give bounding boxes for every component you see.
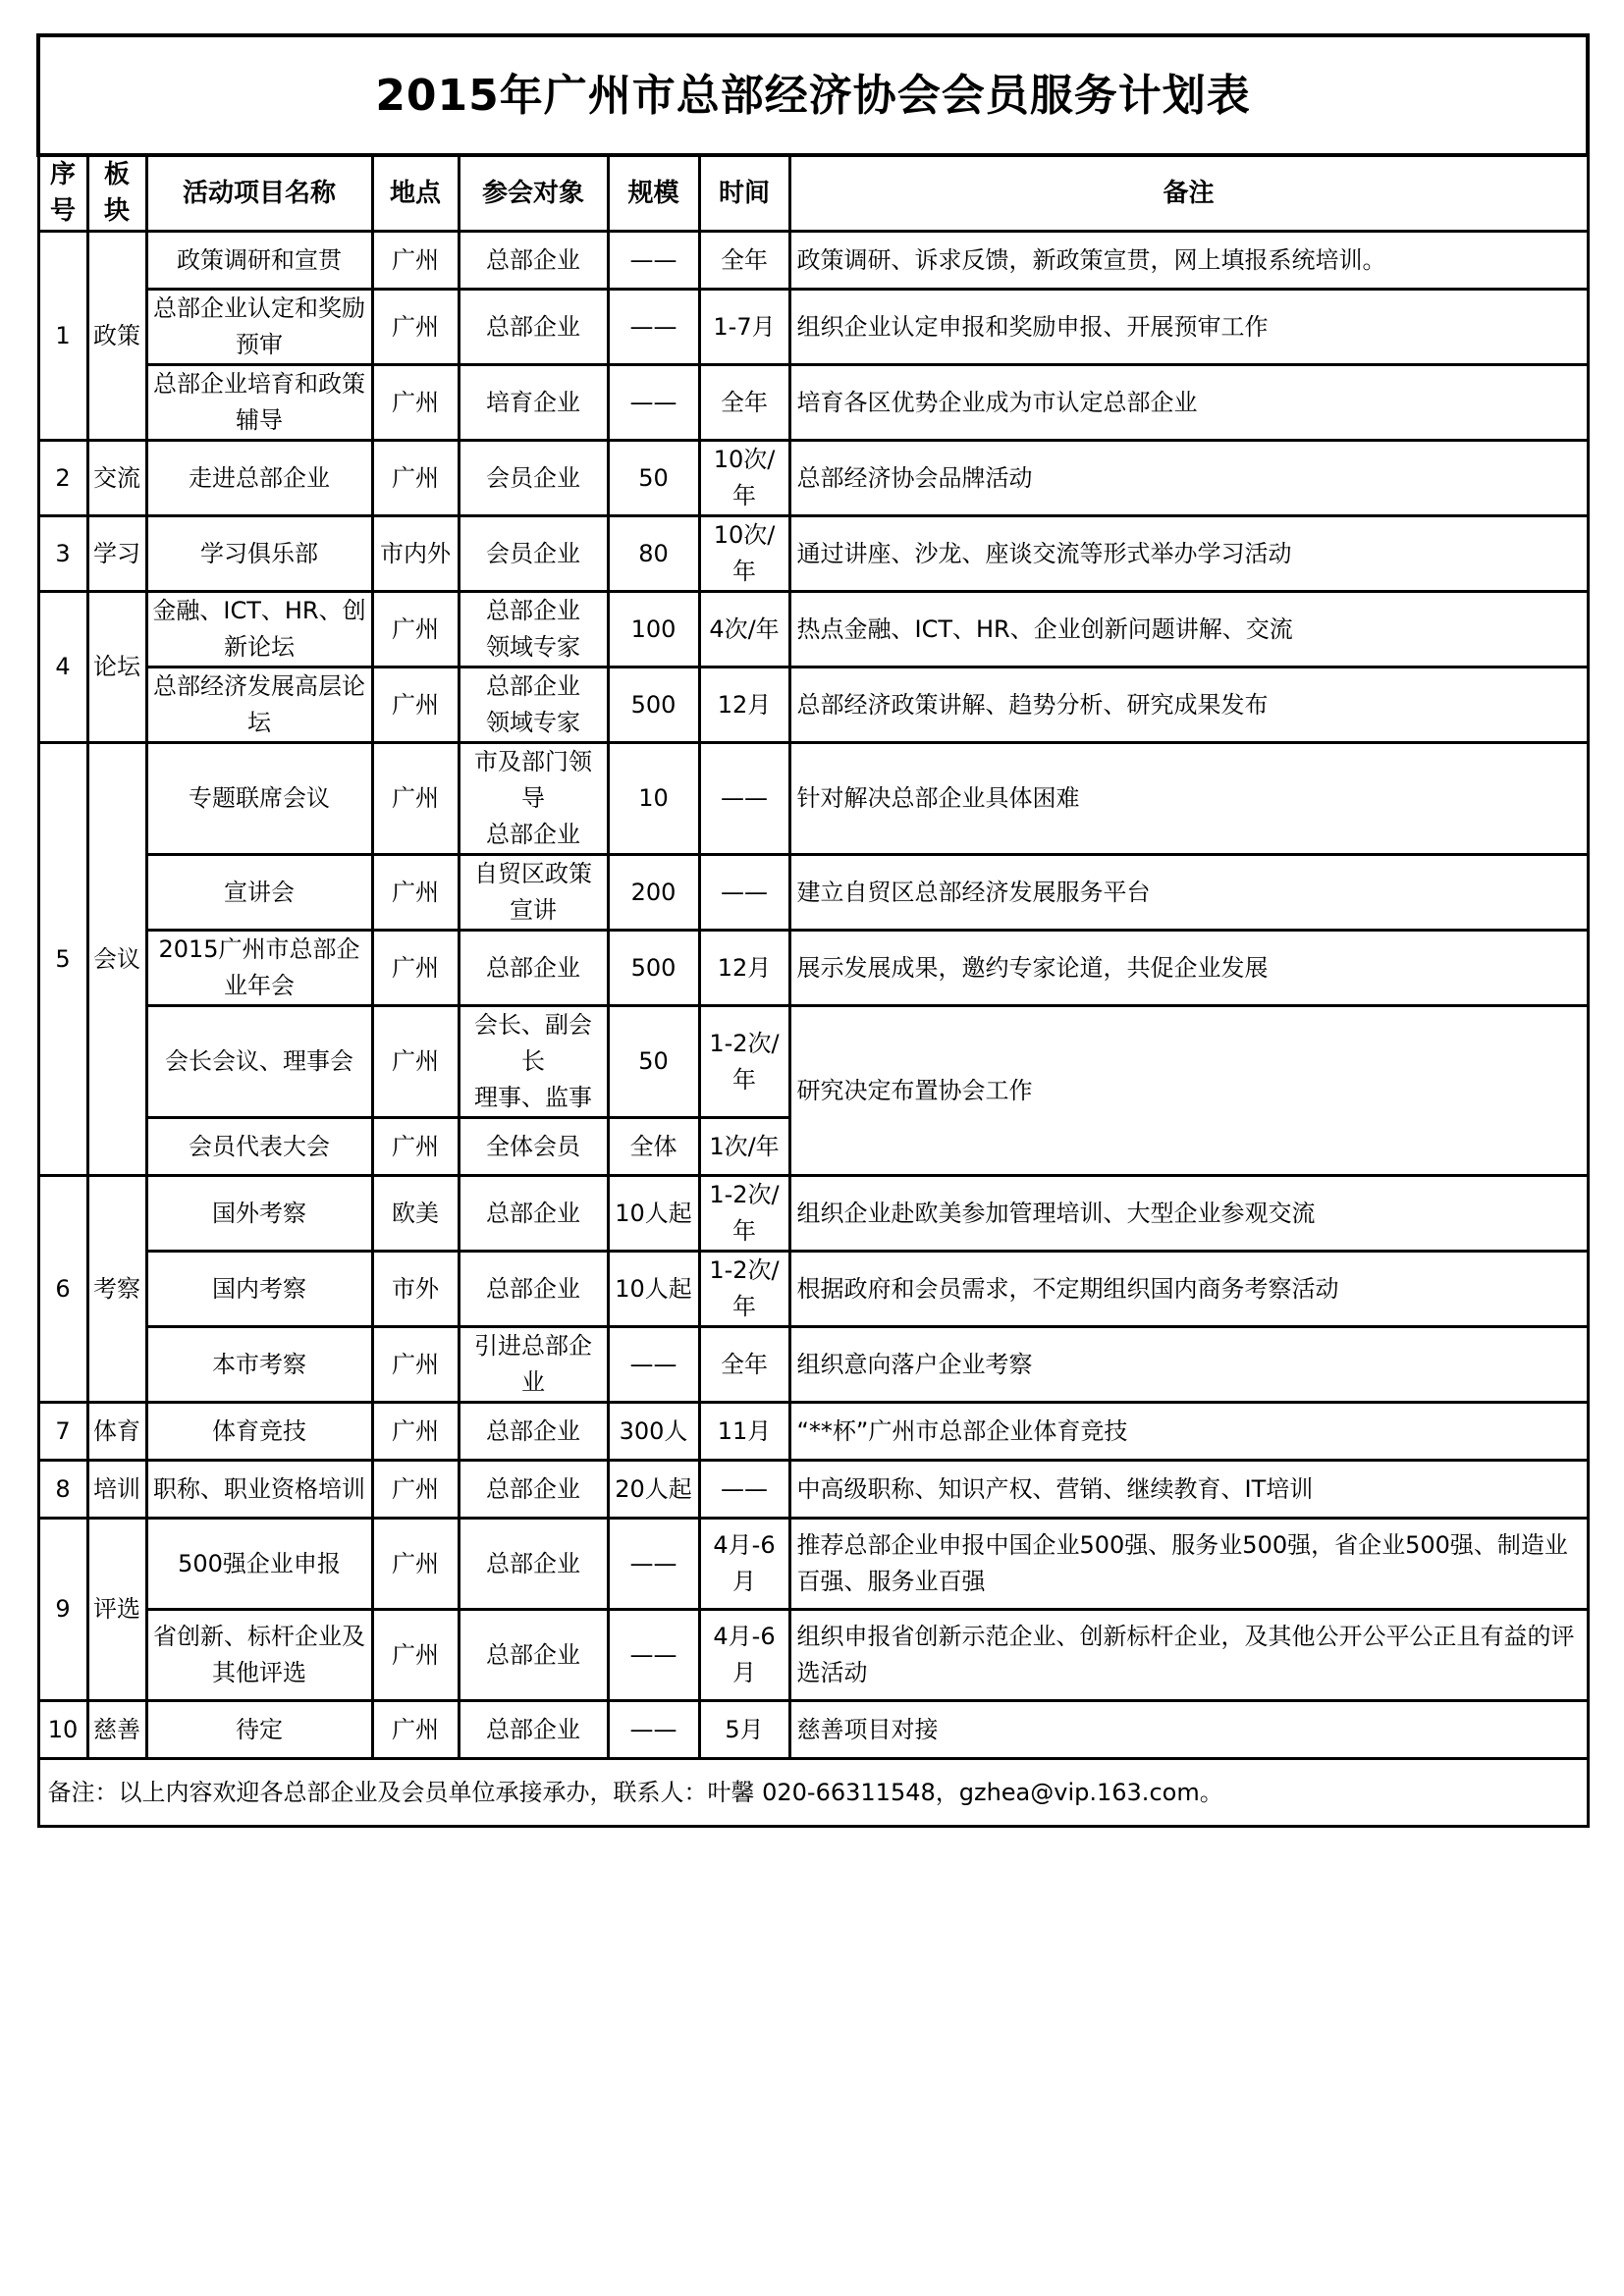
time: 5月 — [699, 1701, 789, 1759]
time: 10次/年 — [699, 441, 789, 516]
audience — [459, 1176, 608, 1252]
scale: 500 — [608, 931, 699, 1006]
activity-name: 体育竞技 — [146, 1403, 372, 1461]
place: 广州 — [372, 1519, 459, 1610]
remark: 培育各区优势企业成为市认定总部企业 — [789, 365, 1588, 441]
place: 广州 — [372, 1701, 459, 1759]
row-number: 4 — [38, 592, 87, 743]
row-number: 2 — [38, 441, 87, 516]
row-number: 9 — [38, 1519, 87, 1701]
remark: 通过讲座、沙龙、座谈交流等形式举办学习活动 — [789, 516, 1588, 592]
remark: 总部经济协会品牌活动 — [789, 441, 1588, 516]
audience — [459, 1252, 608, 1327]
audience — [459, 1006, 608, 1118]
page-title: 2015年广州市总部经济协会会员服务计划表 — [38, 35, 1588, 155]
audience — [459, 1403, 608, 1461]
audience-line: 全体会员 — [486, 1132, 580, 1160]
time: 10次/年 — [699, 516, 789, 592]
activity-name: 2015广州市总部企业年会 — [146, 931, 372, 1006]
time: 4月-6月 — [699, 1519, 789, 1610]
audience — [459, 592, 608, 667]
table-body — [38, 232, 1588, 1759]
audience — [459, 232, 608, 290]
row-number: 1 — [38, 232, 87, 441]
remark: 慈善项目对接 — [789, 1701, 1588, 1759]
section-name: 评选 — [87, 1519, 146, 1701]
table-row — [38, 290, 1588, 365]
audience-line: 会员企业 — [486, 463, 580, 492]
table-row — [38, 441, 1588, 516]
table-row — [38, 1252, 1588, 1327]
service-plan-table — [36, 33, 1590, 1828]
scale: 10人起 — [608, 1252, 699, 1327]
table-row — [38, 1403, 1588, 1461]
audience — [459, 1327, 608, 1403]
time: 1次/年 — [699, 1118, 789, 1176]
remark: 总部经济政策讲解、趋势分析、研究成果发布 — [789, 667, 1588, 743]
time: 全年 — [699, 232, 789, 290]
activity-name: 会员代表大会 — [146, 1118, 372, 1176]
audience — [459, 855, 608, 931]
audience — [459, 1461, 608, 1519]
audience-line: 总部企业 — [486, 821, 580, 848]
audience-line: 理事、监事 — [474, 1084, 592, 1111]
scale: 500 — [608, 667, 699, 743]
section-name: 交流 — [87, 441, 146, 516]
row-number: 10 — [38, 1701, 87, 1759]
time: 12月 — [699, 931, 789, 1006]
activity-name: 金融、ICT、HR、创新论坛 — [146, 592, 372, 667]
audience-line: 自贸区政策宣讲 — [474, 860, 592, 924]
place: 市外 — [372, 1252, 459, 1327]
audience-line: 领域专家 — [486, 633, 580, 661]
place: 广州 — [372, 855, 459, 931]
audience-line: 总部企业 — [486, 672, 580, 700]
audience-line: 总部企业 — [486, 1474, 580, 1503]
scale: —— — [608, 290, 699, 365]
place: 广州 — [372, 232, 459, 290]
audience — [459, 743, 608, 855]
audience-line: 总部企业 — [486, 1715, 580, 1743]
audience — [459, 441, 608, 516]
activity-name: 国外考察 — [146, 1176, 372, 1252]
table-row — [38, 1176, 1588, 1252]
activity-name: 政策调研和宣贯 — [146, 232, 372, 290]
audience-line: 会员企业 — [486, 539, 580, 567]
activity-name: 专题联席会议 — [146, 743, 372, 855]
remark: 热点金融、ICT、HR、企业创新问题讲解、交流 — [789, 592, 1588, 667]
place: 广州 — [372, 1461, 459, 1519]
audience — [459, 516, 608, 592]
scale: 100 — [608, 592, 699, 667]
time: —— — [699, 855, 789, 931]
table-row — [38, 516, 1588, 592]
remark: 组织意向落户企业考察 — [789, 1327, 1588, 1403]
scale: —— — [608, 1610, 699, 1701]
remark: 组织企业认定申报和奖励申报、开展预审工作 — [789, 290, 1588, 365]
table-row — [38, 743, 1588, 855]
col-header-scale: 规模 — [608, 155, 699, 232]
audience — [459, 1118, 608, 1176]
section-name: 慈善 — [87, 1701, 146, 1759]
scale: —— — [608, 1327, 699, 1403]
time: 4月-6月 — [699, 1610, 789, 1701]
table-row — [38, 855, 1588, 931]
audience — [459, 365, 608, 441]
row-number: 5 — [38, 743, 87, 1176]
scale: —— — [608, 365, 699, 441]
scale: 50 — [608, 441, 699, 516]
scale: 10 — [608, 743, 699, 855]
activity-name: 总部企业培育和政策辅导 — [146, 365, 372, 441]
audience — [459, 290, 608, 365]
scale: 200 — [608, 855, 699, 931]
audience-line: 总部企业 — [486, 1416, 580, 1445]
time: 12月 — [699, 667, 789, 743]
scale: —— — [608, 232, 699, 290]
scale: 20人起 — [608, 1461, 699, 1519]
section-name: 会议 — [87, 743, 146, 1176]
time: 1-7月 — [699, 290, 789, 365]
remark: 组织申报省创新示范企业、创新标杆企业，及其他公开公平公正且有益的评选活动 — [789, 1610, 1588, 1701]
activity-name: 总部企业认定和奖励预审 — [146, 290, 372, 365]
place: 欧美 — [372, 1176, 459, 1252]
audience-line: 总部企业 — [486, 1640, 580, 1669]
remark: 研究决定布置协会工作 — [789, 1006, 1588, 1176]
table-row — [38, 232, 1588, 290]
place: 广州 — [372, 1610, 459, 1701]
activity-name: 学习俱乐部 — [146, 516, 372, 592]
section-name: 政策 — [87, 232, 146, 441]
table-row — [38, 1610, 1588, 1701]
audience-line: 总部企业 — [486, 245, 580, 274]
remark: “**杯”广州市总部企业体育竞技 — [789, 1403, 1588, 1461]
col-header-activity: 活动项目名称 — [146, 155, 372, 232]
table-row — [38, 1461, 1588, 1519]
table-row — [38, 1519, 1588, 1610]
remark: 政策调研、诉求反馈，新政策宣贯，网上填报系统培训。 — [789, 232, 1588, 290]
activity-name: 本市考察 — [146, 1327, 372, 1403]
place: 广州 — [372, 667, 459, 743]
audience-line: 领域专家 — [486, 709, 580, 736]
activity-name: 总部经济发展高层论坛 — [146, 667, 372, 743]
audience-line: 总部企业 — [486, 312, 580, 341]
activity-name: 会长会议、理事会 — [146, 1006, 372, 1118]
table-row — [38, 667, 1588, 743]
place: 广州 — [372, 1403, 459, 1461]
audience-line: 培育企业 — [486, 388, 580, 416]
scale: 10人起 — [608, 1176, 699, 1252]
audience-line: 会长、副会长 — [474, 1011, 592, 1075]
audience — [459, 667, 608, 743]
activity-name: 省创新、标杆企业及其他评选 — [146, 1610, 372, 1701]
time: 1-2次/年 — [699, 1176, 789, 1252]
place: 市内外 — [372, 516, 459, 592]
scale: 80 — [608, 516, 699, 592]
row-number: 7 — [38, 1403, 87, 1461]
time: 11月 — [699, 1403, 789, 1461]
remark: 推荐总部企业申报中国企业500强、服务业500强，省企业500强、制造业百强、服务业百强 — [789, 1519, 1588, 1610]
table-row — [38, 931, 1588, 1006]
audience — [459, 931, 608, 1006]
remark: 中高级职称、知识产权、营销、继续教育、IT培训 — [789, 1461, 1588, 1519]
time: —— — [699, 743, 789, 855]
section-name: 体育 — [87, 1403, 146, 1461]
audience-line: 市及部门领导 — [474, 748, 592, 812]
remark: 展示发展成果，邀约专家论道，共促企业发展 — [789, 931, 1588, 1006]
activity-name: 职称、职业资格培训 — [146, 1461, 372, 1519]
scale: —— — [608, 1519, 699, 1610]
table-row — [38, 1701, 1588, 1759]
audience-line: 总部企业 — [486, 1549, 580, 1577]
audience — [459, 1701, 608, 1759]
audience-line: 引进总部企业 — [474, 1332, 592, 1396]
time: 1-2次/年 — [699, 1252, 789, 1327]
place: 广州 — [372, 441, 459, 516]
row-number: 6 — [38, 1176, 87, 1403]
place: 广州 — [372, 1006, 459, 1118]
remark: 根据政府和会员需求，不定期组织国内商务考察活动 — [789, 1252, 1588, 1327]
audience — [459, 1610, 608, 1701]
table-row — [38, 592, 1588, 667]
place: 广州 — [372, 290, 459, 365]
row-number: 8 — [38, 1461, 87, 1519]
activity-name: 宣讲会 — [146, 855, 372, 931]
place: 广州 — [372, 1327, 459, 1403]
section-name: 培训 — [87, 1461, 146, 1519]
table-row — [38, 1327, 1588, 1403]
place: 广州 — [372, 592, 459, 667]
col-header-no: 序号 — [38, 155, 87, 232]
section-name: 学习 — [87, 516, 146, 592]
section-name: 考察 — [87, 1176, 146, 1403]
activity-name: 待定 — [146, 1701, 372, 1759]
section-name: 论坛 — [87, 592, 146, 743]
table-header-row — [38, 155, 1588, 232]
place: 广州 — [372, 743, 459, 855]
place: 广州 — [372, 931, 459, 1006]
remark: 组织企业赴欧美参加管理培训、大型企业参观交流 — [789, 1176, 1588, 1252]
table-row — [38, 365, 1588, 441]
scale: 全体 — [608, 1118, 699, 1176]
remark: 建立自贸区总部经济发展服务平台 — [789, 855, 1588, 931]
footer-note: 备注：以上内容欢迎各总部企业及会员单位承接承办，联系人：叶馨 020-66311548，gzhea@vip.163.com。 — [38, 1759, 1588, 1827]
time: 1-2次/年 — [699, 1006, 789, 1118]
activity-name: 500强企业申报 — [146, 1519, 372, 1610]
row-number: 3 — [38, 516, 87, 592]
col-header-section: 板块 — [87, 155, 146, 232]
audience-line: 总部企业 — [486, 1199, 580, 1227]
audience-line: 总部企业 — [486, 953, 580, 982]
time: 全年 — [699, 365, 789, 441]
time: 全年 — [699, 1327, 789, 1403]
audience-line: 总部企业 — [486, 597, 580, 624]
scale: —— — [608, 1701, 699, 1759]
audience — [459, 1519, 608, 1610]
time: 4次/年 — [699, 592, 789, 667]
time: —— — [699, 1461, 789, 1519]
place: 广州 — [372, 365, 459, 441]
table-row — [38, 1006, 1588, 1118]
col-header-place: 地点 — [372, 155, 459, 232]
scale: 300人 — [608, 1403, 699, 1461]
remark: 针对解决总部企业具体困难 — [789, 743, 1588, 855]
activity-name: 国内考察 — [146, 1252, 372, 1327]
place: 广州 — [372, 1118, 459, 1176]
col-header-time: 时间 — [699, 155, 789, 232]
scale: 50 — [608, 1006, 699, 1118]
activity-name: 走进总部企业 — [146, 441, 372, 516]
col-header-audience: 参会对象 — [459, 155, 608, 232]
audience-line: 总部企业 — [486, 1274, 580, 1303]
col-header-note: 备注 — [789, 155, 1588, 232]
